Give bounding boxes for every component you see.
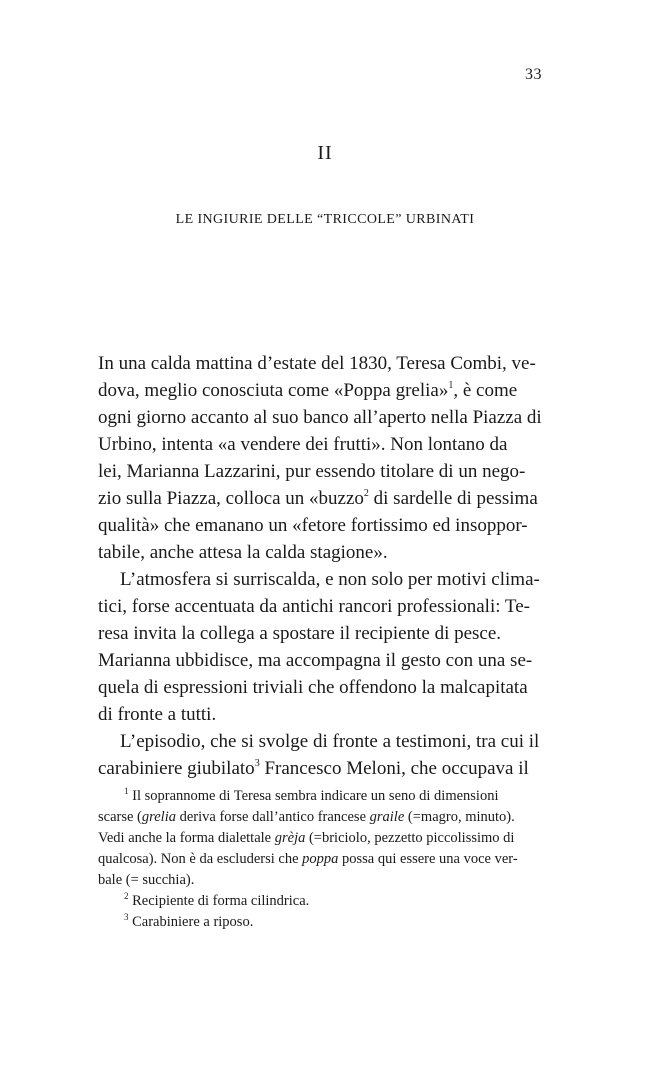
text-segment: Carabiniere a riposo. (128, 914, 254, 930)
body-line: Marianna ubbidisce, ma accompagna il gesto con una se- (98, 650, 533, 671)
italic-term: grelia (141, 809, 176, 825)
footnote-number: 1 (124, 786, 129, 796)
body-line: di fronte a tutti. (98, 704, 217, 725)
text-segment: Francesco Meloni, che occupava il (259, 758, 529, 779)
chapter-numeral: II (317, 142, 333, 164)
italic-term: grèja (274, 830, 306, 846)
body-line: Urbino, intenta «a vendere dei frutti». Non lontano da (98, 434, 508, 455)
body-line: tabile, anche attesa la calda stagione». (98, 542, 388, 563)
text-segment: scarse ( (98, 809, 142, 825)
text-segment: possa qui essere una voce ver- (338, 851, 518, 867)
body-line: ogni giorno accanto al suo banco all’aperto nella Piazza di (98, 407, 542, 428)
footnote-line (98, 891, 555, 912)
chapter-title: LE INGIURIE DELLE “TRICCOLE” URBINATI (175, 212, 475, 227)
text-segment: (=briciolo, pezzetto piccolissimo di (305, 830, 515, 846)
footnote-ref: 3 (254, 758, 260, 769)
body-line (98, 755, 555, 782)
text-segment: carabiniere giubilato (98, 758, 255, 779)
text-segment: di sardelle di pessima (368, 488, 538, 509)
text-segment: zio sulla Piazza, colloca un «buzzo (98, 488, 364, 509)
text-segment: Recipiente di forma cilindrica. (128, 893, 310, 909)
footnote-line (98, 849, 555, 870)
text-segment: , è come (453, 380, 518, 401)
text-segment: Il soprannome di Teresa sembra indicare un seno di dimensioni (128, 788, 499, 804)
footnote-number: 3 (124, 912, 129, 922)
italic-term: graile (369, 809, 405, 825)
footnotes (98, 786, 555, 933)
footnote-line (98, 828, 555, 849)
footnote-line (98, 807, 555, 828)
body-line: tici, forse accentuata da antichi rancori professionali: Te- (98, 596, 530, 617)
italic-term: poppa (302, 851, 339, 867)
body-line: In una calda mattina d’estate del 1830, Teresa Combi, ve- (98, 353, 536, 374)
text-segment: (=magro, minuto). (404, 809, 515, 825)
page-number: 33 (525, 66, 542, 83)
footnote-line: bale (= succhia). (98, 872, 195, 888)
body-line: L’episodio, che si svolge di fronte a testimoni, tra cui il (120, 731, 540, 752)
body-line: quela di espressioni triviali che offendono la malcapitata (98, 677, 528, 698)
text-segment: Vedi anche la forma dialettale (98, 830, 275, 846)
text-segment: deriva forse dall’antico francese (176, 809, 370, 825)
body-line: lei, Marianna Lazzarini, pur essendo titolare di un nego- (98, 461, 526, 482)
footnote-ref: 1 (448, 380, 454, 391)
body-line (98, 377, 555, 404)
body-line: resa invita la collega a spostare il recipiente di pesce. (98, 623, 502, 644)
footnote-number: 2 (124, 891, 129, 901)
body-text (98, 350, 555, 782)
body-line: qualità» che emanano un «fetore fortissimo ed insoppor- (98, 515, 528, 536)
footnote-ref: 2 (363, 488, 369, 499)
footnote-line (98, 912, 555, 933)
body-line: L’atmosfera si surriscalda, e non solo per motivi clima- (120, 569, 540, 590)
text-segment: qualcosa). Non è da escludersi che (98, 851, 303, 867)
body-line (98, 485, 555, 512)
text-segment: dova, meglio conosciuta come «Poppa grelia» (98, 380, 449, 401)
footnote-line (98, 786, 555, 807)
